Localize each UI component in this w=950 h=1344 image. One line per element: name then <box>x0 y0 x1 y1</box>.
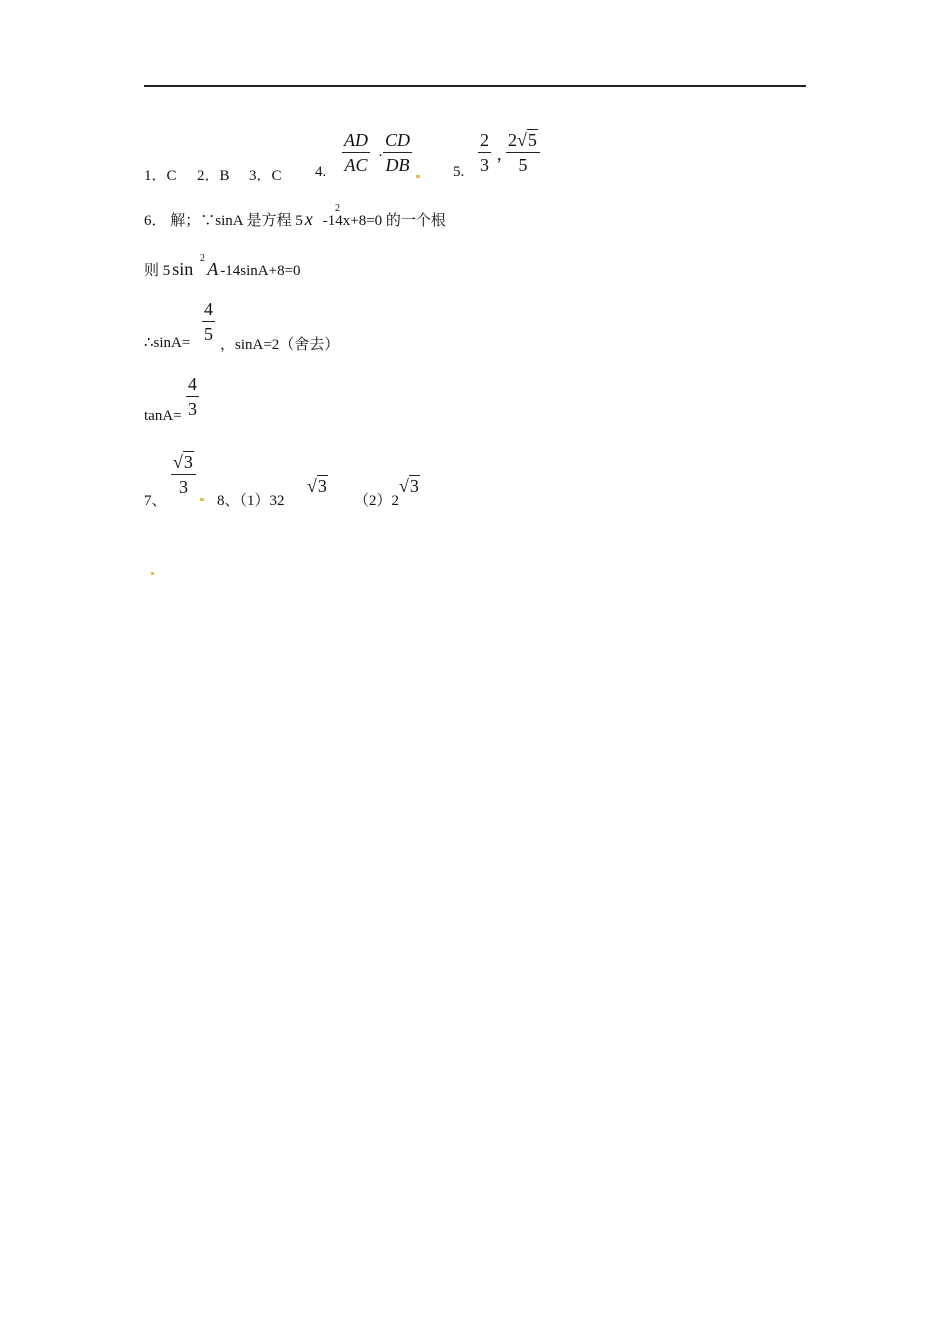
radicand: 3 <box>409 476 419 496</box>
square-root <box>173 452 194 472</box>
fraction-numerator <box>171 452 196 475</box>
q8-part-1: 8、（1）32 <box>217 493 285 509</box>
answer-4-label: 4. <box>315 164 327 180</box>
fraction-numerator: CD <box>383 130 412 153</box>
radicand: 5 <box>527 130 537 150</box>
answer-2: 2．B <box>197 168 230 184</box>
fraction-numerator: 4 <box>202 299 215 322</box>
q7-label: 7、 <box>144 493 167 509</box>
q8-sqrt-2 <box>399 476 420 497</box>
answer-4-fraction-2 <box>383 130 412 175</box>
answer-5-comma: , <box>497 144 502 164</box>
sina-fraction <box>202 299 215 344</box>
header-rule <box>144 85 806 87</box>
exponent: 2 <box>200 253 205 264</box>
marker-dot <box>200 498 204 501</box>
fraction-denominator: 5 <box>204 324 213 344</box>
q6-text-2: 则 5 <box>144 263 171 279</box>
fraction-numerator: AD <box>342 130 370 153</box>
q6-text-4: tanA= <box>144 408 182 424</box>
q6-text-3: ∴sinA= <box>144 335 191 351</box>
marker-dot <box>151 572 154 575</box>
exponent: 2 <box>335 203 340 214</box>
q6-line-1 <box>144 203 446 230</box>
fraction-denominator: 3 <box>480 155 489 175</box>
tana-fraction <box>186 374 199 419</box>
radicand: 3 <box>183 452 193 472</box>
q8-sqrt-1 <box>307 476 328 497</box>
q6-text-3-end: ，sinA=2（舍去） <box>220 337 340 353</box>
square-root <box>517 130 538 150</box>
marker-dot <box>416 175 420 178</box>
fraction-denominator: 5 <box>518 155 528 175</box>
fraction-numerator: 2 <box>478 130 491 153</box>
q6-line-2 <box>144 253 301 280</box>
answer-5-fraction-2 <box>506 130 540 175</box>
radical-sign: √ <box>307 476 317 496</box>
answer-5-label: 5. <box>453 164 465 180</box>
variable-a: A <box>207 259 219 279</box>
coefficient: 2 <box>508 130 517 150</box>
answer-1: 1．C <box>144 168 177 184</box>
sin-function: sin <box>172 259 194 279</box>
fraction-denominator: 3 <box>188 399 197 419</box>
q8-part-2: （2）2 <box>354 493 400 509</box>
radicand: 3 <box>317 476 327 496</box>
fraction-denominator: AC <box>344 155 368 175</box>
q6-text-1: 6． 解；∵sinA 是方程 5 <box>144 213 303 229</box>
q6-text-1-end: -14x+8=0 的一个根 <box>322 213 446 229</box>
radical-sign: √ <box>399 476 409 496</box>
multiply-dot: · <box>378 148 383 164</box>
q7-fraction <box>171 452 196 497</box>
radical-sign: √ <box>517 130 527 150</box>
fraction-numerator <box>506 130 540 153</box>
radical-sign: √ <box>173 452 183 472</box>
variable-x: x <box>304 209 313 229</box>
answer-5-fraction-1 <box>478 130 491 175</box>
q6-text-2-end: -14sinA+8=0 <box>220 263 301 279</box>
fraction-numerator: 4 <box>186 374 199 397</box>
fraction-denominator: 3 <box>178 477 188 497</box>
answer-4-fraction-1 <box>342 130 370 175</box>
fraction-denominator: DB <box>385 155 410 175</box>
answer-3: 3．C <box>249 168 282 184</box>
